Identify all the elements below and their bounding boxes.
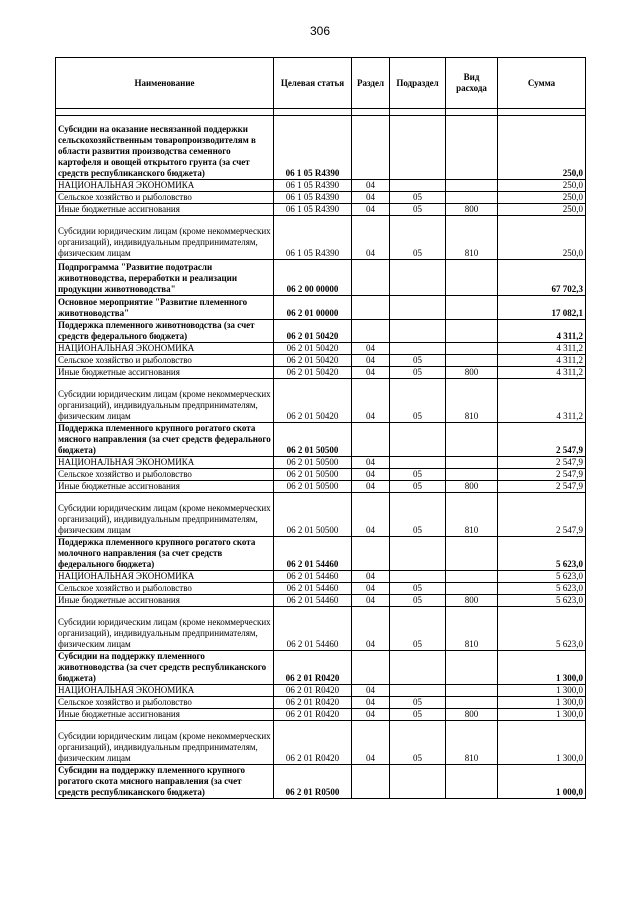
table-row xyxy=(56,607,586,651)
cell-name: Иные бюджетные ассигнования xyxy=(56,481,274,493)
table-row xyxy=(56,216,586,260)
header-section: Раздел xyxy=(352,58,390,109)
cell-section: 04 xyxy=(352,180,390,192)
cell-expense-type xyxy=(446,192,498,204)
cell-target: 06 2 01 00000 xyxy=(274,296,352,320)
cell-subsection xyxy=(390,765,446,799)
cell-section xyxy=(352,651,390,685)
cell-target: 06 2 01 50500 xyxy=(274,481,352,493)
cell-sum: 250,0 xyxy=(498,216,586,260)
cell-name: НАЦИОНАЛЬНАЯ ЭКОНОМИКА xyxy=(56,180,274,192)
cell-target: 06 1 05 R4390 xyxy=(274,180,352,192)
cell-name: Поддержка племенного животноводства (за счет средств федерального бюджета) xyxy=(56,320,274,343)
cell-sum: 5 623,0 xyxy=(498,607,586,651)
cell-section: 04 xyxy=(352,571,390,583)
cell-section xyxy=(352,765,390,799)
cell-sum: 4 311,2 xyxy=(498,367,586,379)
cell-sum: 1 300,0 xyxy=(498,697,586,709)
cell-subsection xyxy=(390,423,446,457)
cell-section: 04 xyxy=(352,355,390,367)
cell-name: Иные бюджетные ассигнования xyxy=(56,595,274,607)
table-row xyxy=(56,379,586,423)
cell-name: Иные бюджетные ассигнования xyxy=(56,367,274,379)
table-row xyxy=(56,423,586,457)
cell-subsection xyxy=(390,260,446,296)
cell-section: 04 xyxy=(352,685,390,697)
cell-subsection: 05 xyxy=(390,469,446,481)
cell-section: 04 xyxy=(352,595,390,607)
cell-section: 04 xyxy=(352,379,390,423)
cell-name: Субсидии юридическим лицам (кроме некоммерческих организаций), индивидуальным предпринимателям, физическим лицам xyxy=(56,721,274,765)
cell-subsection: 05 xyxy=(390,583,446,595)
cell-name: Субсидии юридическим лицам (кроме некоммерческих организаций), индивидуальным предпринимателям, физическим лицам xyxy=(56,493,274,537)
cell-sum: 5 623,0 xyxy=(498,595,586,607)
cell-subsection: 05 xyxy=(390,481,446,493)
cell-expense-type xyxy=(446,765,498,799)
cell-sum: 250,0 xyxy=(498,204,586,216)
cell-section: 04 xyxy=(352,457,390,469)
table-header-row xyxy=(56,58,586,109)
cell-subsection: 05 xyxy=(390,379,446,423)
cell-subsection xyxy=(390,320,446,343)
cell-subsection xyxy=(390,537,446,571)
cell-section: 04 xyxy=(352,216,390,260)
cell-sum: 2 547,9 xyxy=(498,481,586,493)
header-sum: Сумма xyxy=(498,58,586,109)
cell-expense-type xyxy=(446,469,498,481)
table-row xyxy=(56,457,586,469)
table-row xyxy=(56,583,586,595)
cell-expense-type xyxy=(446,343,498,355)
table-row xyxy=(56,343,586,355)
table-row xyxy=(56,481,586,493)
cell-section xyxy=(352,423,390,457)
cell-section: 04 xyxy=(352,343,390,355)
page-number: 306 xyxy=(309,24,331,38)
cell-expense-type: 800 xyxy=(446,595,498,607)
cell-expense-type xyxy=(446,423,498,457)
cell-sum: 67 702,3 xyxy=(498,260,586,296)
cell-expense-type: 810 xyxy=(446,216,498,260)
cell-sum: 250,0 xyxy=(498,192,586,204)
cell-expense-type: 810 xyxy=(446,607,498,651)
cell-target: 06 1 05 R4390 xyxy=(274,116,352,180)
cell-name: Субсидии юридическим лицам (кроме некоммерческих организаций), индивидуальным предпринимателям, физическим лицам xyxy=(56,216,274,260)
cell-expense-type: 810 xyxy=(446,721,498,765)
cell-sum: 250,0 xyxy=(498,116,586,180)
cell-expense-type xyxy=(446,296,498,320)
cell-sum: 2 547,9 xyxy=(498,469,586,481)
cell-subsection: 05 xyxy=(390,493,446,537)
table-row xyxy=(56,493,586,537)
cell-section: 04 xyxy=(352,192,390,204)
cell-name: Иные бюджетные ассигнования xyxy=(56,204,274,216)
cell-subsection: 05 xyxy=(390,204,446,216)
spacer-row xyxy=(56,109,586,116)
cell-target: 06 2 01 R0420 xyxy=(274,685,352,697)
cell-subsection xyxy=(390,571,446,583)
cell-subsection: 05 xyxy=(390,595,446,607)
cell-name: Субсидии на поддержку племенного крупного рогатого скота мясного направления (за счет средств республиканского бюджета) xyxy=(56,765,274,799)
cell-subsection: 05 xyxy=(390,355,446,367)
cell-target: 06 2 01 50420 xyxy=(274,355,352,367)
cell-name: НАЦИОНАЛЬНАЯ ЭКОНОМИКА xyxy=(56,571,274,583)
cell-target: 06 2 01 50420 xyxy=(274,367,352,379)
cell-subsection xyxy=(390,116,446,180)
table-row xyxy=(56,296,586,320)
cell-sum: 1 300,0 xyxy=(498,709,586,721)
cell-section: 04 xyxy=(352,469,390,481)
cell-section: 04 xyxy=(352,204,390,216)
header-expense-type: Вид расхода xyxy=(446,58,498,109)
table-row xyxy=(56,651,586,685)
cell-target: 06 2 01 54460 xyxy=(274,537,352,571)
cell-expense-type xyxy=(446,697,498,709)
cell-subsection xyxy=(390,685,446,697)
cell-section xyxy=(352,260,390,296)
cell-expense-type: 810 xyxy=(446,493,498,537)
table-row xyxy=(56,709,586,721)
cell-name: Сельское хозяйство и рыболовство xyxy=(56,583,274,595)
table-row xyxy=(56,204,586,216)
cell-expense-type xyxy=(446,180,498,192)
cell-expense-type: 800 xyxy=(446,204,498,216)
cell-target: 06 2 01 50500 xyxy=(274,457,352,469)
cell-name: Поддержка племенного крупного рогатого скота молочного направления (за счет средств федерального бюджета) xyxy=(56,537,274,571)
cell-target: 06 2 01 R0420 xyxy=(274,709,352,721)
table-row xyxy=(56,260,586,296)
cell-target: 06 2 01 50500 xyxy=(274,469,352,481)
cell-name: Подпрограмма "Развитие подотрасли животноводства, переработки и реализации продукции животноводства" xyxy=(56,260,274,296)
cell-section: 04 xyxy=(352,367,390,379)
cell-sum: 4 311,2 xyxy=(498,343,586,355)
cell-expense-type: 800 xyxy=(446,367,498,379)
table-row xyxy=(56,721,586,765)
cell-subsection: 05 xyxy=(390,192,446,204)
cell-name: Субсидии на поддержку племенного животноводства (за счет средств республиканского бюджета) xyxy=(56,651,274,685)
cell-target: 06 2 01 50500 xyxy=(274,493,352,537)
cell-name: Основное мероприятие "Развитие племенного животноводства" xyxy=(56,296,274,320)
header-name: Наименование xyxy=(56,58,274,109)
cell-sum: 2 547,9 xyxy=(498,493,586,537)
cell-name: Сельское хозяйство и рыболовство xyxy=(56,469,274,481)
cell-name: Сельское хозяйство и рыболовство xyxy=(56,697,274,709)
cell-name: Субсидии на оказание несвязанной поддержки сельскохозяйственным товаропроизводителям в области развития производства семенного картофеля и овощей открытого грунта (за счет средств республиканского бюджета) xyxy=(56,116,274,180)
cell-sum: 2 547,9 xyxy=(498,423,586,457)
cell-subsection xyxy=(390,651,446,685)
cell-section: 04 xyxy=(352,493,390,537)
cell-expense-type xyxy=(446,355,498,367)
cell-expense-type xyxy=(446,571,498,583)
table-body xyxy=(56,109,586,799)
cell-target: 06 2 01 50420 xyxy=(274,343,352,355)
table-row xyxy=(56,180,586,192)
table-row xyxy=(56,320,586,343)
cell-sum: 5 623,0 xyxy=(498,583,586,595)
table-row xyxy=(56,537,586,571)
cell-sum: 1 300,0 xyxy=(498,651,586,685)
cell-sum: 1 300,0 xyxy=(498,685,586,697)
cell-sum: 1 300,0 xyxy=(498,721,586,765)
cell-expense-type xyxy=(446,457,498,469)
cell-section xyxy=(352,296,390,320)
cell-sum: 2 547,9 xyxy=(498,457,586,469)
cell-name: Поддержка племенного крупного рогатого скота мясного направления (за счет средств федерального бюджета) xyxy=(56,423,274,457)
cell-expense-type xyxy=(446,583,498,595)
cell-sum: 250,0 xyxy=(498,180,586,192)
cell-section xyxy=(352,537,390,571)
cell-subsection xyxy=(390,296,446,320)
header-target: Целевая статья xyxy=(274,58,352,109)
cell-section xyxy=(352,116,390,180)
cell-target: 06 2 01 50500 xyxy=(274,423,352,457)
table-row xyxy=(56,697,586,709)
table-row xyxy=(56,685,586,697)
cell-subsection: 05 xyxy=(390,607,446,651)
cell-target: 06 2 01 50420 xyxy=(274,320,352,343)
cell-target: 06 2 01 R0500 xyxy=(274,765,352,799)
table-row xyxy=(56,192,586,204)
header-subsection: Подраздел xyxy=(390,58,446,109)
cell-expense-type xyxy=(446,537,498,571)
table-row xyxy=(56,367,586,379)
table-row xyxy=(56,571,586,583)
cell-sum: 4 311,2 xyxy=(498,320,586,343)
cell-expense-type: 800 xyxy=(446,481,498,493)
cell-subsection: 05 xyxy=(390,709,446,721)
cell-sum: 4 311,2 xyxy=(498,379,586,423)
table-row xyxy=(56,355,586,367)
cell-expense-type: 810 xyxy=(446,379,498,423)
cell-name: НАЦИОНАЛЬНАЯ ЭКОНОМИКА xyxy=(56,457,274,469)
cell-name: Сельское хозяйство и рыболовство xyxy=(56,192,274,204)
cell-subsection xyxy=(390,457,446,469)
cell-subsection xyxy=(390,343,446,355)
cell-section: 04 xyxy=(352,607,390,651)
cell-subsection xyxy=(390,180,446,192)
cell-name: НАЦИОНАЛЬНАЯ ЭКОНОМИКА xyxy=(56,685,274,697)
table-row xyxy=(56,595,586,607)
budget-table xyxy=(55,57,586,799)
cell-section: 04 xyxy=(352,583,390,595)
cell-sum: 5 623,0 xyxy=(498,537,586,571)
cell-target: 06 2 00 00000 xyxy=(274,260,352,296)
cell-sum: 17 082,1 xyxy=(498,296,586,320)
cell-name: Сельское хозяйство и рыболовство xyxy=(56,355,274,367)
cell-sum: 5 623,0 xyxy=(498,571,586,583)
cell-sum: 4 311,2 xyxy=(498,355,586,367)
cell-expense-type xyxy=(446,116,498,180)
cell-target: 06 2 01 R0420 xyxy=(274,697,352,709)
cell-name: НАЦИОНАЛЬНАЯ ЭКОНОМИКА xyxy=(56,343,274,355)
table-row xyxy=(56,469,586,481)
cell-target: 06 1 05 R4390 xyxy=(274,204,352,216)
table-row xyxy=(56,116,586,180)
cell-subsection: 05 xyxy=(390,367,446,379)
cell-section: 04 xyxy=(352,721,390,765)
cell-target: 06 1 05 R4390 xyxy=(274,192,352,204)
cell-sum: 1 000,0 xyxy=(498,765,586,799)
cell-target: 06 2 01 54460 xyxy=(274,607,352,651)
cell-expense-type xyxy=(446,651,498,685)
cell-target: 06 2 01 R0420 xyxy=(274,651,352,685)
cell-target: 06 2 01 54460 xyxy=(274,595,352,607)
cell-name: Субсидии юридическим лицам (кроме некоммерческих организаций), индивидуальным предпринимателям, физическим лицам xyxy=(56,379,274,423)
cell-expense-type xyxy=(446,260,498,296)
cell-section: 04 xyxy=(352,481,390,493)
cell-expense-type xyxy=(446,320,498,343)
cell-name: Иные бюджетные ассигнования xyxy=(56,709,274,721)
cell-expense-type: 800 xyxy=(446,709,498,721)
cell-section: 04 xyxy=(352,709,390,721)
cell-target: 06 2 01 50420 xyxy=(274,379,352,423)
cell-target: 06 2 01 54460 xyxy=(274,583,352,595)
cell-subsection: 05 xyxy=(390,697,446,709)
cell-expense-type xyxy=(446,685,498,697)
cell-target: 06 2 01 R0420 xyxy=(274,721,352,765)
cell-subsection: 05 xyxy=(390,721,446,765)
cell-section: 04 xyxy=(352,697,390,709)
cell-section xyxy=(352,320,390,343)
cell-target: 06 1 05 R4390 xyxy=(274,216,352,260)
cell-subsection: 05 xyxy=(390,216,446,260)
cell-target: 06 2 01 54460 xyxy=(274,571,352,583)
table-row xyxy=(56,765,586,799)
cell-name: Субсидии юридическим лицам (кроме некоммерческих организаций), индивидуальным предпринимателям, физическим лицам xyxy=(56,607,274,651)
